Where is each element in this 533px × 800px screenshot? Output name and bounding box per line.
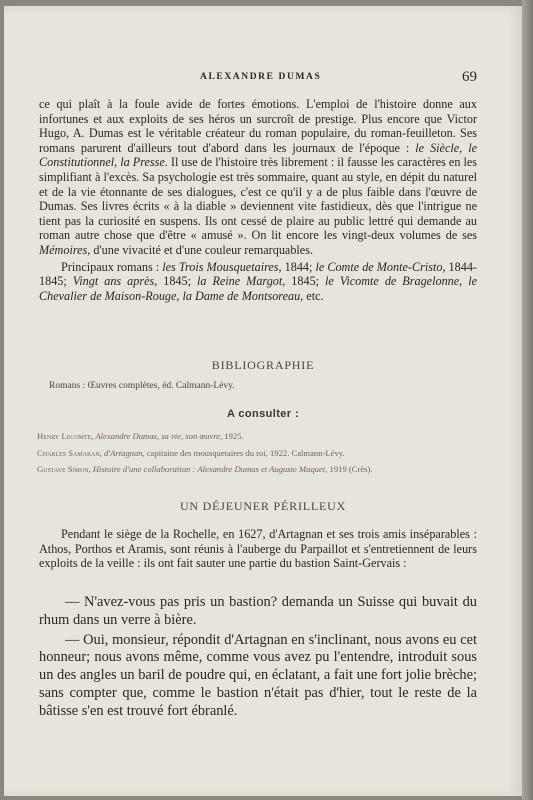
reference-item: Gustave Simon, Histoire d'une collaboration : Alexandre Dumas et Auguste Maquet, 1919 (Crès).: [37, 464, 373, 475]
consult-title: A consulter :: [226, 408, 300, 420]
bibliography-title: BIBLIOGRAPHIE: [211, 358, 315, 372]
dialog-line: — Oui, monsieur, répondit d'Artagnan en s'inclinant, nous avons eu cet honneur; nous avons même, comme vous avez pu l'entendre, introduit sous un des angles un baril de poudre qui, en éclatant, a fait une fort jolie brèche; sans compter que, comme le bastion n'était pas d'hier, tout le reste de la bâtisse s'en est trouvé fort ébranlé.: [39, 631, 477, 719]
page-header: [4, 68, 522, 88]
reference-list: [37, 428, 477, 478]
dialog-text: [39, 594, 477, 721]
dialog-line: — N'avez-vous pas pris un bastion? demanda un Suisse qui buvait du rhum dans un verre à bière.: [39, 594, 477, 628]
romans-label: Romans: [49, 381, 81, 391]
reference-item: Charles Samaran, d'Artagnan, capitaine des mousquetaires du roi, 1922. Calmann-Lévy.: [37, 447, 345, 458]
body-text: [39, 97, 477, 303]
bibliography-entry: Romans : Œuvres complètes, éd. Calmann-Lévy.: [49, 381, 235, 391]
extract-title: UN DÉJEUNER PÉRILLEUX: [179, 499, 347, 513]
extract-intro: Pendant le siège de la Rochelle, en 1627, d'Artagnan et ses trois amis inséparables : Athos, Porthos et Aramis, sont réunis à l'auberge du Parpaillot et s'entretiennent de leurs exploits de la veille : ils ont fait sauter une partie du bastion Saint-Gervais :: [39, 527, 477, 571]
body-paragraph: ce qui plaît à la foule avide de fortes émotions. L'emploi de l'histoire donne aux infortunes et aux exploits de ses héros un surcroît de prestige. Plus encore que Victor Hugo, A. Dumas est le véritable créateur du roman populaire, du roman-feuilleton. Ses romans parurent d'ailleurs tout d'abord dans les journaux de l'époque : le Siècle, le Constitutionnel, la Presse. Il use de l'histoire très librement : il fausse les caractères en les simplifiant à l'excès. Sa psychologie est très sommaire, quant au style, en dépit du naturel et de la vie étonnante de ses dialogues, c'est ce qu'il y a de plus faible dans l'œuvre de Dumas. Ses livres écrits « à la diable » deviennent vite fastidieux, dès que l'intrigue ne tient pas la curiosité en suspens. Ils ont cessé de plaire au public lettré qui demande au roman autre chose que d'être « amusé ». On lit encore les vingt-deux volumes de ses Mémoires, d'une vivacité et d'une couleur remarquables.: [39, 97, 478, 257]
running-title: ALEXANDRE DUMAS: [200, 72, 322, 82]
page-number: 69: [462, 69, 477, 85]
reference-item: Henry Lecomte, Alexandre Dumas, sa vie, son œuvre, 1925.: [37, 431, 244, 441]
principal-novels: Principaux romans : les Trois Mousquetaires, 1844; le Comte de Monte-Cristo, 1844-1845; Vingt ans après, 1845; la Reine Margot, 1845; le Vicomte de Bragelonne, le Chevalier de Maison-Rouge, la Dame de Montsoreau, etc.: [39, 259, 477, 303]
book-page: [4, 6, 522, 796]
page-edge-shadow: [522, 0, 533, 800]
